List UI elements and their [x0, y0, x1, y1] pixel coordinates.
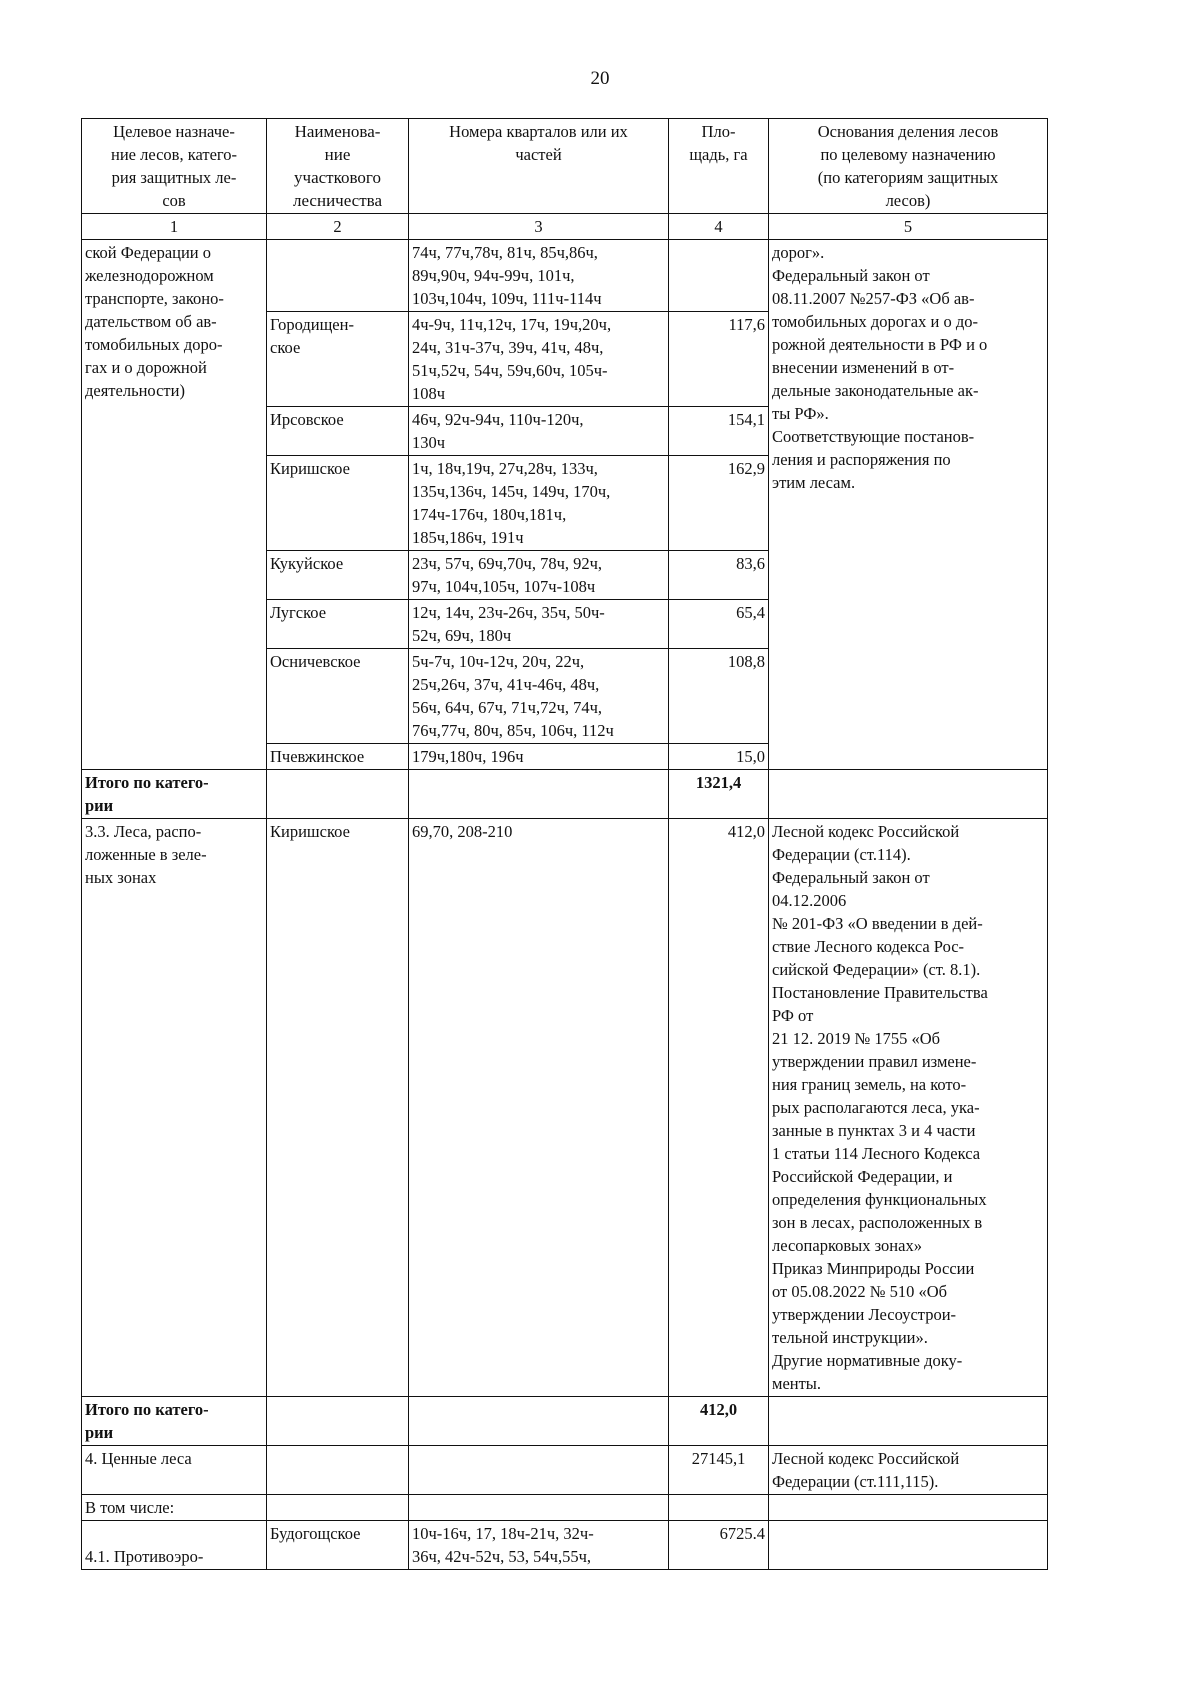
area-value: 6725.4 — [669, 1521, 769, 1570]
empty-cell — [769, 1397, 1048, 1446]
forestry-name: Кукуйское — [267, 551, 409, 600]
total-row — [82, 1397, 1048, 1446]
header-row — [82, 119, 1048, 214]
area-value: 412,0 — [669, 819, 769, 1397]
area-value — [669, 240, 769, 312]
column-number-row — [82, 214, 1048, 240]
category-cell: 4.1. Противоэро- — [82, 1521, 267, 1570]
empty-cell — [409, 1495, 669, 1521]
table-row — [82, 1495, 1048, 1521]
area-value: 108,8 — [669, 649, 769, 744]
quarter-numbers: 46ч, 92ч-94ч, 110ч-120ч, 130ч — [409, 407, 669, 456]
quarter-numbers: 69,70, 208-210 — [409, 819, 669, 1397]
forestry-name — [267, 240, 409, 312]
category-cell: ской Федерации о железнодорожном транспорте, законо- дательством об ав- томобильных доро- гах и о дорожной деятельности) — [82, 240, 267, 770]
forestry-name: Городищен- ское — [267, 312, 409, 407]
empty-cell — [769, 1521, 1048, 1570]
empty-cell — [267, 1397, 409, 1446]
basis-cell: Лесной кодекс Российской Федерации (ст.114). Федеральный закон от 04.12.2006 № 201-ФЗ «О введении в дей- ствие Лесного кодекса Рос- сийской Федерации» (ст. 8.1). Постановление Правительства РФ от 21 12. 2019 № 1755 «Об утверждении правил измене- ния границ земель, на кото- рых располагаются леса, ука- занные в пунктах 3 и 4 части 1 статьи 114 Лесного Кодекса Российской Федерации, и определения функциональных зон в лесах, расположенных в лесопарковых зонах» Приказ Минприроды России от 05.08.2022 № 510 «Об утверждении Лесоустрои- тельной инструкции». Другие нормативные доку- менты. — [769, 819, 1048, 1397]
empty-cell — [769, 770, 1048, 819]
area-value: 83,6 — [669, 551, 769, 600]
basis-cell: дорог». Федеральный закон от 08.11.2007 №257-ФЗ «Об ав- томобильных дорогах и о до- рожной деятельности в РФ и о внесении изменений в от- дельные законодательные ак- ты РФ». Соответствующие постанов- ления и распоряжения по этим лесам. — [769, 240, 1048, 770]
including-label: В том числе: — [82, 1495, 267, 1521]
total-label: Итого по катего- рии — [82, 1397, 267, 1446]
table-row — [82, 819, 1048, 1397]
column-number: 3 — [409, 214, 669, 240]
empty-cell — [409, 1397, 669, 1446]
area-value: 117,6 — [669, 312, 769, 407]
forestry-name: Осничевское — [267, 649, 409, 744]
total-label: Итого по катего- рии — [82, 770, 267, 819]
forestry-name: Киришское — [267, 819, 409, 1397]
page-number: 20 — [590, 68, 610, 89]
quarter-numbers: 23ч, 57ч, 69ч,70ч, 78ч, 92ч, 97ч, 104ч,105ч, 107ч-108ч — [409, 551, 669, 600]
area-value: 27145,1 — [669, 1446, 769, 1495]
total-area: 412,0 — [669, 1397, 769, 1446]
empty-cell — [267, 770, 409, 819]
forestry-name: Пчевжинское — [267, 744, 409, 770]
category-cell: 4. Ценные леса — [82, 1446, 267, 1495]
table-row — [82, 1446, 1048, 1495]
column-number: 1 — [82, 214, 267, 240]
empty-cell — [267, 1495, 409, 1521]
table-row — [82, 240, 1048, 312]
quarter-numbers: 1ч, 18ч,19ч, 27ч,28ч, 133ч, 135ч,136ч, 145ч, 149ч, 170ч, 174ч-176ч, 180ч,181ч, 185ч,186ч, 191ч — [409, 456, 669, 551]
forestry-name: Ирсовское — [267, 407, 409, 456]
table-row — [82, 1521, 1048, 1570]
header-quarter-numbers: Номера кварталов или их частей — [409, 119, 669, 214]
forestry-name: Лугское — [267, 600, 409, 649]
column-number: 5 — [769, 214, 1048, 240]
forestry-name: Киришское — [267, 456, 409, 551]
empty-cell — [267, 1446, 409, 1495]
empty-cell — [769, 1495, 1048, 1521]
header-forestry-name: Наименова- ние участкового лесничества — [267, 119, 409, 214]
quarter-numbers: 74ч, 77ч,78ч, 81ч, 85ч,86ч, 89ч,90ч, 94ч-99ч, 101ч, 103ч,104ч, 109ч, 111ч-114ч — [409, 240, 669, 312]
header-area: Пло- щадь, га — [669, 119, 769, 214]
area-value: 162,9 — [669, 456, 769, 551]
total-row — [82, 770, 1048, 819]
basis-cell: Лесной кодекс Российской Федерации (ст.111,115). — [769, 1446, 1048, 1495]
column-number: 4 — [669, 214, 769, 240]
empty-cell — [409, 770, 669, 819]
total-area: 1321,4 — [669, 770, 769, 819]
header-basis: Основания деления лесов по целевому назначению (по категориям защитных лесов) — [769, 119, 1048, 214]
empty-cell — [409, 1446, 669, 1495]
forest-division-table — [81, 118, 1048, 1570]
area-value: 65,4 — [669, 600, 769, 649]
empty-cell — [669, 1495, 769, 1521]
column-number: 2 — [267, 214, 409, 240]
category-cell: 3.3. Леса, распо- ложенные в зеле- ных зонах — [82, 819, 267, 1397]
quarter-numbers: 179ч,180ч, 196ч — [409, 744, 669, 770]
quarter-numbers: 5ч-7ч, 10ч-12ч, 20ч, 22ч, 25ч,26ч, 37ч, 41ч-46ч, 48ч, 56ч, 64ч, 67ч, 71ч,72ч, 74ч, 76ч,77ч, 80ч, 85ч, 106ч, 112ч — [409, 649, 669, 744]
quarter-numbers: 10ч-16ч, 17, 18ч-21ч, 32ч- 36ч, 42ч-52ч, 53, 54ч,55ч, — [409, 1521, 669, 1570]
header-purpose: Целевое назначе- ние лесов, катего- рия защитных ле- сов — [82, 119, 267, 214]
forestry-name: Будогощское — [267, 1521, 409, 1570]
area-value: 15,0 — [669, 744, 769, 770]
quarter-numbers: 4ч-9ч, 11ч,12ч, 17ч, 19ч,20ч, 24ч, 31ч-37ч, 39ч, 41ч, 48ч, 51ч,52ч, 54ч, 59ч,60ч, 105ч- 108ч — [409, 312, 669, 407]
area-value: 154,1 — [669, 407, 769, 456]
quarter-numbers: 12ч, 14ч, 23ч-26ч, 35ч, 50ч- 52ч, 69ч, 180ч — [409, 600, 669, 649]
